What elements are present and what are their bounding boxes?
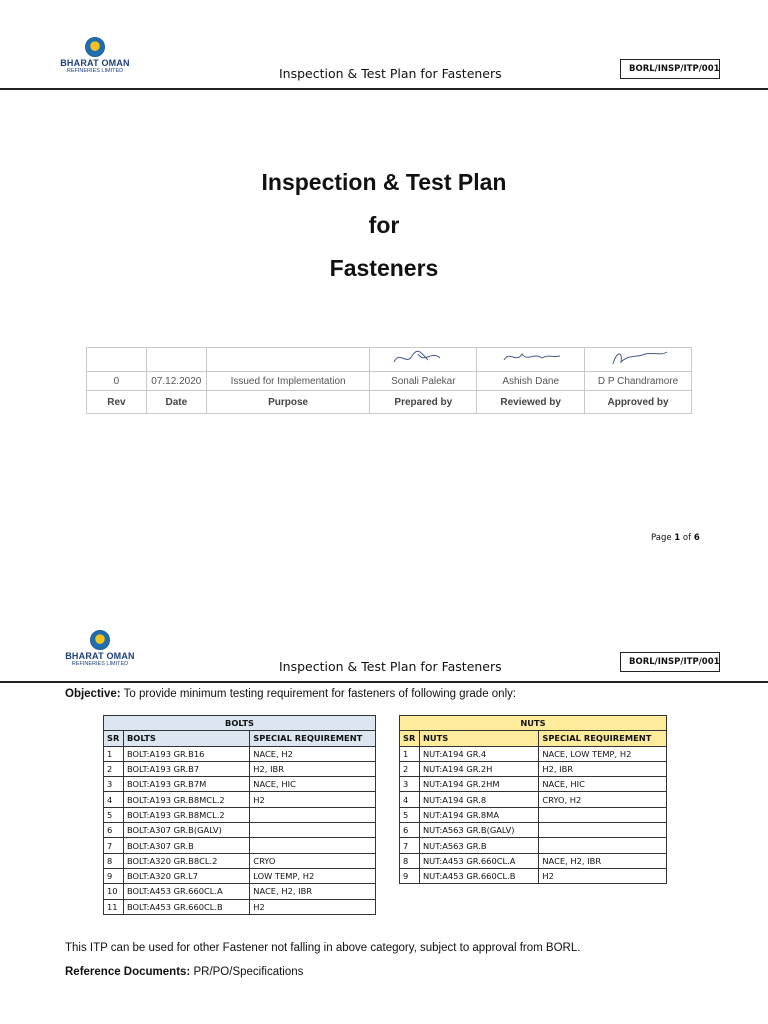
- table-cell: BOLT:A453 GR.660CL.A: [123, 884, 249, 899]
- table-cell: NUT:A194 GR.2HM: [419, 777, 538, 792]
- cover-title-line1: Inspection & Test Plan: [261, 169, 507, 195]
- reference-documents: [65, 966, 303, 978]
- header-title: Inspection & Test Plan for Fasteners: [279, 66, 502, 81]
- table-cell: [539, 807, 667, 822]
- itp-note: This ITP can be used for other Fastener not falling in above category, subject to approval from BORL.: [65, 942, 581, 954]
- logo-emblem-icon: [90, 630, 110, 650]
- table-cell: [250, 838, 376, 853]
- table-cell: NUT:A453 GR.660CL.B: [419, 868, 538, 883]
- column-header: SPECIAL REQUIREMENT: [539, 731, 667, 746]
- table-row: [400, 823, 667, 838]
- table-row: [400, 746, 667, 761]
- table-cell: 8: [400, 853, 420, 868]
- table-cell: H2, IBR: [539, 761, 667, 776]
- table-cell: 7: [400, 838, 420, 853]
- company-logo: [60, 37, 130, 74]
- table-cell: 7: [104, 838, 124, 853]
- logo-subtitle: REFINERIES LIMITED: [66, 68, 124, 74]
- nuts-title: NUTS: [400, 716, 667, 731]
- table-cell: 2: [104, 761, 124, 776]
- table-cell: H2: [250, 792, 376, 807]
- table-row: [104, 807, 376, 822]
- table-cell: 5: [400, 807, 420, 822]
- table-cell: CRYO, H2: [539, 792, 667, 807]
- table-row: [400, 777, 667, 792]
- table-row: [104, 853, 376, 868]
- signature-icon: [496, 348, 566, 368]
- document-number: BORL/INSP/ITP/001: [620, 652, 720, 672]
- table-cell: 4: [104, 792, 124, 807]
- prepared-by-label: Prepared by: [370, 391, 477, 414]
- table-cell: BOLT:A193 GR.B16: [123, 746, 249, 761]
- approved-by-label: Approved by: [585, 391, 692, 414]
- column-header: SR: [400, 731, 420, 746]
- signature-row: [87, 348, 692, 372]
- bolts-title: BOLTS: [104, 716, 376, 731]
- objective: [65, 688, 516, 700]
- table-cell: [250, 823, 376, 838]
- nuts-header-row: [400, 731, 667, 746]
- table-cell: BOLT:A320 GR.L7: [123, 868, 249, 883]
- cover-title-line3: Fasteners: [329, 255, 439, 281]
- rev-label: Rev: [87, 391, 147, 414]
- table-cell: H2, IBR: [250, 761, 376, 776]
- table-cell: CRYO: [250, 853, 376, 868]
- logo-emblem-icon: [85, 37, 105, 57]
- header-title: Inspection & Test Plan for Fasteners: [279, 659, 502, 674]
- purpose-value: Issued for Implementation: [206, 372, 370, 391]
- approved-by-value: D P Chandramore: [585, 372, 692, 391]
- table-row: [400, 807, 667, 822]
- table-cell: BOLT:A320 GR.B8CL.2: [123, 853, 249, 868]
- table-row: [104, 777, 376, 792]
- table-cell: BOLT:A193 GR.B8MCL.2: [123, 807, 249, 822]
- reviewed-by-label: Reviewed by: [477, 391, 585, 414]
- company-logo: [65, 630, 135, 667]
- header-rule: [0, 681, 768, 683]
- table-row: [104, 838, 376, 853]
- prepared-by-value: Sonali Palekar: [370, 372, 477, 391]
- table-cell: BOLT:A193 GR.B7M: [123, 777, 249, 792]
- prepared-signature: [370, 348, 477, 372]
- page-number: Page 1 of 6: [651, 533, 700, 543]
- table-cell: NACE, H2, IBR: [250, 884, 376, 899]
- column-header: NUTS: [419, 731, 538, 746]
- table-cell: 3: [400, 777, 420, 792]
- table-cell: 6: [400, 823, 420, 838]
- table-cell: NACE, H2: [250, 746, 376, 761]
- table-row: [104, 746, 376, 761]
- table-row: [104, 899, 376, 914]
- table-cell: 1: [104, 746, 124, 761]
- revision-data-row: [87, 372, 692, 391]
- bolts-table: [103, 715, 376, 915]
- signature-icon: [603, 348, 673, 368]
- table-cell: 9: [400, 868, 420, 883]
- rev-value: 0: [87, 372, 147, 391]
- reviewed-by-value: Ashish Dane: [477, 372, 585, 391]
- revision-label-row: [87, 391, 692, 414]
- bolts-title-row: [104, 716, 376, 731]
- revision-table: [86, 347, 692, 414]
- table-cell: 1: [400, 746, 420, 761]
- table-cell: 6: [104, 823, 124, 838]
- table-cell: NUT:A563 GR.B(GALV): [419, 823, 538, 838]
- table-row: [104, 823, 376, 838]
- column-header: SR: [104, 731, 124, 746]
- table-cell: BOLT:A453 GR.660CL.B: [123, 899, 249, 914]
- table-cell: 4: [400, 792, 420, 807]
- table-row: [400, 853, 667, 868]
- table-row: [104, 761, 376, 776]
- column-header: BOLTS: [123, 731, 249, 746]
- table-cell: 5: [104, 807, 124, 822]
- table-cell: NUT:A194 GR.8MA: [419, 807, 538, 822]
- table-row: [400, 868, 667, 883]
- table-cell: H2: [539, 868, 667, 883]
- table-cell: NACE, H2, IBR: [539, 853, 667, 868]
- table-cell: 10: [104, 884, 124, 899]
- table-cell: 8: [104, 853, 124, 868]
- table-cell: [539, 838, 667, 853]
- table-row: [104, 884, 376, 899]
- objective-text: To provide minimum testing requirement for fasteners of following grade only:: [123, 688, 517, 700]
- table-cell: BOLT:A307 GR.B: [123, 838, 249, 853]
- table-cell: LOW TEMP, H2: [250, 868, 376, 883]
- table-cell: 2: [400, 761, 420, 776]
- reference-label: Reference Documents:: [65, 966, 191, 978]
- reference-text: PR/PO/Specifications: [193, 966, 304, 978]
- table-cell: 11: [104, 899, 124, 914]
- date-label: Date: [146, 391, 206, 414]
- table-cell: NACE, HIC: [539, 777, 667, 792]
- table-row: [104, 868, 376, 883]
- column-header: SPECIAL REQUIREMENT: [250, 731, 376, 746]
- table-cell: 9: [104, 868, 124, 883]
- table-cell: BOLT:A193 GR.B7: [123, 761, 249, 776]
- table-cell: NUT:A194 GR.4: [419, 746, 538, 761]
- table-cell: NUT:A453 GR.660CL.A: [419, 853, 538, 868]
- table-row: [104, 792, 376, 807]
- logo-name: BHARAT OMAN: [60, 58, 130, 68]
- approved-signature: [585, 348, 692, 372]
- table-cell: BOLT:A307 GR.B(GALV): [123, 823, 249, 838]
- table-row: [400, 761, 667, 776]
- table-cell: [250, 807, 376, 822]
- objective-label: Objective:: [65, 688, 121, 700]
- cover-title-line2: for: [368, 212, 400, 238]
- table-cell: NACE, LOW TEMP, H2: [539, 746, 667, 761]
- header-rule: [0, 88, 768, 90]
- nuts-title-row: [400, 716, 667, 731]
- table-cell: [539, 823, 667, 838]
- table-cell: H2: [250, 899, 376, 914]
- date-value: 07.12.2020: [146, 372, 206, 391]
- table-cell: NUT:A194 GR.2H: [419, 761, 538, 776]
- logo-name: BHARAT OMAN: [65, 651, 135, 661]
- logo-subtitle: REFINERIES LIMITED: [71, 661, 129, 667]
- table-cell: 3: [104, 777, 124, 792]
- table-row: [400, 838, 667, 853]
- table-cell: NUT:A194 GR.8: [419, 792, 538, 807]
- nuts-table: [399, 715, 667, 884]
- purpose-label: Purpose: [206, 391, 370, 414]
- table-cell: NACE, HIC: [250, 777, 376, 792]
- document-number: BORL/INSP/ITP/001: [620, 59, 720, 79]
- table-row: [400, 792, 667, 807]
- reviewed-signature: [477, 348, 585, 372]
- table-cell: BOLT:A193 GR.B8MCL.2: [123, 792, 249, 807]
- bolts-header-row: [104, 731, 376, 746]
- table-cell: NUT:A563 GR.B: [419, 838, 538, 853]
- signature-icon: [388, 348, 458, 368]
